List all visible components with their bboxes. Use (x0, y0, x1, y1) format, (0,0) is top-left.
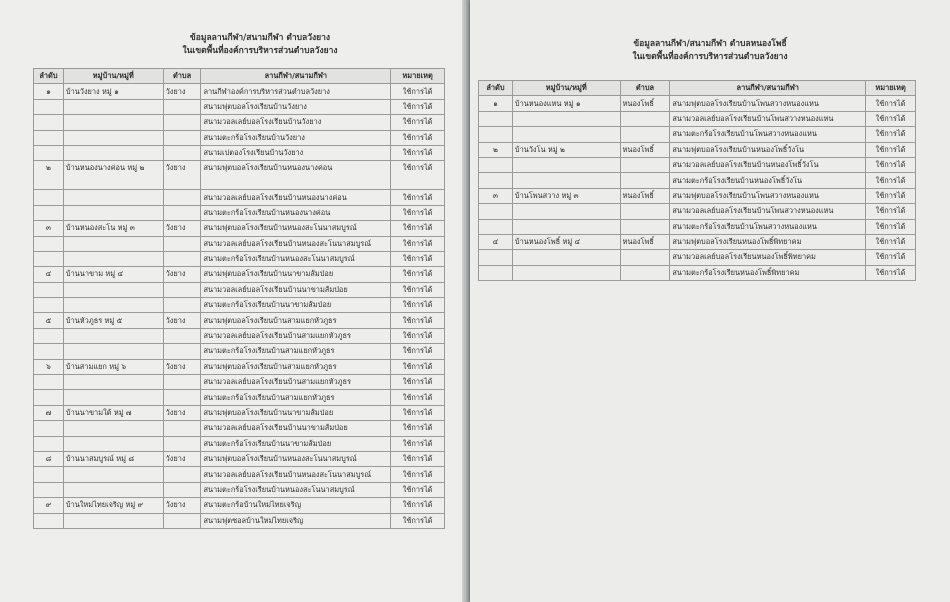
col-remark-cell: ใช้การได้ (391, 130, 445, 145)
table-row (479, 219, 916, 234)
col-village-cell: บ้านหนองแหน หมู่ ๑ (512, 96, 620, 111)
table-row (479, 234, 916, 249)
col-sports-field-cell: สนามตะกร้อโรงเรียนบ้านวังยาง (201, 130, 391, 145)
col-sports-field-cell: สนามตะกร้อโรงเรียนบ้านหนองสะโนนาสมบูรณ์ (201, 482, 391, 497)
col-remark-cell: ใช้การได้ (391, 513, 445, 528)
col-sports-field-cell: สนามตะกร้อโรงเรียนบ้านหนองโพธิ์วังโน (670, 173, 866, 188)
col-sports-field-cell: สนามวอลเลย์บอลโรงเรียนบ้านโพนสวางหนองแหน (670, 204, 866, 219)
col-subdistrict-cell (163, 236, 201, 251)
col-sports-field-cell: สนามวอลเลย์บอลโรงเรียนบ้านหนองสะโนนาสมบูรณ์ (201, 467, 391, 482)
left-sports-table (33, 68, 445, 529)
col-remark-cell: ใช้การได้ (866, 96, 916, 111)
table-row (479, 204, 916, 219)
col-village-cell (63, 282, 163, 297)
col-order-cell (479, 111, 513, 126)
col-subdistrict-cell: วังยาง (163, 221, 201, 236)
col-village-cell (63, 421, 163, 436)
table-row (479, 142, 916, 157)
col-remark-cell: ใช้การได้ (391, 359, 445, 374)
col-village-cell (63, 328, 163, 343)
col-remark-cell: ใช้การได้ (866, 219, 916, 234)
col-order-cell (34, 251, 64, 266)
right-table-header-row (479, 81, 916, 96)
col-village-cell: บ้านหัวภูธร หมู่ ๕ (63, 313, 163, 328)
col-village-cell: บ้านใหม่ไทยเจริญ หมู่ ๙ (63, 498, 163, 513)
table-row (479, 173, 916, 188)
col-subdistrict-cell (620, 173, 670, 188)
col-sports-field-cell: สนามตะกร้อโรงเรียนบ้านหนองสะโนนาสมบูรณ์ (201, 251, 391, 266)
col-sports-field-cell: สนามตะกร้อโรงเรียนบ้านนาขามส้มป่อย (201, 298, 391, 313)
col-order-cell: ๒ (479, 142, 513, 157)
col-subdistrict-cell (163, 145, 201, 160)
col-village-cell: บ้านสามแยก หมู่ ๖ (63, 359, 163, 374)
col-order-cell (34, 205, 64, 220)
col-subdistrict-cell (620, 219, 670, 234)
col-remark-cell: ใช้การได้ (866, 127, 916, 142)
col-order-cell (479, 265, 513, 280)
col-sports-field-cell: สนามวอลเลย์บอลโรงเรียนบ้านสามแยกหัวภูธร (201, 375, 391, 390)
col-subdistrict-cell (620, 111, 670, 126)
col-village-cell (512, 250, 620, 265)
table-row (479, 157, 916, 172)
col-remark-cell: ใช้การได้ (866, 142, 916, 157)
col-sports-field-cell: สนามวอลเลย์บอลโรงเรียนบ้านหนองนางค่อน (201, 190, 391, 205)
col-subdistrict-cell (620, 265, 670, 280)
col-subdistrict-cell: วังยาง (163, 161, 201, 190)
col-order-cell (34, 282, 64, 297)
col-subdistrict-cell (163, 436, 201, 451)
col-village-cell (63, 513, 163, 528)
col-village-cell: บ้านนาสมบูรณ์ หมู่ ๘ (63, 451, 163, 466)
right-table-body (479, 96, 916, 281)
col-subdistrict-cell (163, 251, 201, 266)
col-remark-cell: ใช้การได้ (866, 265, 916, 280)
col-order-cell (34, 513, 64, 528)
col-village-cell (63, 99, 163, 114)
col-sports-field-cell: สนามวอลเลย์บอลโรงเรียนหนองโพธิ์พิทยาคม (670, 250, 866, 265)
col-subdistrict-cell: วังยาง (163, 267, 201, 282)
col-sports-field-cell: สนามฟุตซอลบ้านใหม่ไทยเจริญ (201, 513, 391, 528)
col-subdistrict-cell (163, 467, 201, 482)
col-sports-field-cell: สนามวอลเลย์บอลโรงเรียนบ้านหนองโพธิ์วังโน (670, 157, 866, 172)
table-row (34, 99, 445, 114)
col-subdistrict-cell: วังยาง (163, 313, 201, 328)
table-row (34, 513, 445, 528)
table-row (34, 205, 445, 220)
col-remark-cell: ใช้การได้ (866, 111, 916, 126)
col-subdistrict-cell: วังยาง (163, 84, 201, 99)
table-row (34, 313, 445, 328)
col-subdistrict-cell (163, 328, 201, 343)
left-title-line1: ข้อมูลลานกีฬา/สนามกีฬา ตำบลวังยาง (189, 33, 331, 43)
col-village-cell (63, 130, 163, 145)
col-order-cell (479, 204, 513, 219)
col-subdistrict-cell (163, 513, 201, 528)
col-order-cell (34, 145, 64, 160)
table-row (34, 405, 445, 420)
col-subdistrict-cell (163, 390, 201, 405)
col-order-header: ลำดับ (34, 69, 64, 84)
col-village-cell (63, 344, 163, 359)
col-subdistrict-cell (163, 298, 201, 313)
table-row (34, 451, 445, 466)
table-row (34, 221, 445, 236)
table-row (34, 298, 445, 313)
table-row (34, 375, 445, 390)
col-order-cell (479, 157, 513, 172)
table-row (34, 359, 445, 374)
col-order-cell (34, 328, 64, 343)
table-row (34, 328, 445, 343)
col-remark-cell: ใช้การได้ (391, 236, 445, 251)
col-sports-field-cell: สนามฟุตบอลโรงเรียนบ้านนาขามส้มป่อย (201, 267, 391, 282)
col-sports-field-cell: สนามฟุตบอลโรงเรียนบ้านโพนสวางหนองแหน (670, 96, 866, 111)
col-order-cell (34, 115, 64, 130)
col-order-cell: ๙ (34, 498, 64, 513)
col-order-cell: ๓ (479, 188, 513, 203)
table-row (34, 390, 445, 405)
col-village-cell: บ้านหนองโพธิ์ หมู่ ๔ (512, 234, 620, 249)
col-village-cell: บ้านวังโน หมู่ ๒ (512, 142, 620, 157)
col-remark-cell: ใช้การได้ (391, 190, 445, 205)
table-row (34, 145, 445, 160)
table-row (34, 282, 445, 297)
col-sports-field-cell: สนามฟุตบอลโรงเรียนบ้านนาขามส้มป่อย (201, 405, 391, 420)
col-village-cell (63, 482, 163, 497)
col-village-cell: บ้านนาขาม หมู่ ๔ (63, 267, 163, 282)
col-subdistrict-header: ตำบล (163, 69, 201, 84)
table-row (34, 115, 445, 130)
col-remark-cell: ใช้การได้ (866, 157, 916, 172)
table-row (479, 250, 916, 265)
col-village-cell (63, 375, 163, 390)
col-remark-cell: ใช้การได้ (866, 173, 916, 188)
col-subdistrict-cell: วังยาง (163, 405, 201, 420)
col-sports-field-cell: สนามฟุตบอลโรงเรียนบ้านหนองนางค่อน (201, 161, 391, 190)
col-order-cell (34, 421, 64, 436)
col-subdistrict-header: ตำบล (620, 81, 670, 96)
col-subdistrict-cell (620, 204, 670, 219)
left-title-line2: ในเขตพื้นที่องค์การบริหารส่วนตำบลวังยาง (182, 46, 338, 56)
col-subdistrict-cell (163, 482, 201, 497)
col-remark-cell: ใช้การได้ (391, 313, 445, 328)
col-sports-field-cell: สนามฟุตบอลโรงเรียนบ้านวังยาง (201, 99, 391, 114)
table-row (34, 498, 445, 513)
col-subdistrict-cell (163, 99, 201, 114)
col-sports-field-cell: สนามฟุตบอลโรงเรียนหนองโพธิ์พิทยาคม (670, 234, 866, 249)
col-remark-cell: ใช้การได้ (391, 282, 445, 297)
col-order-cell (34, 130, 64, 145)
col-remark-cell: ใช้การได้ (391, 221, 445, 236)
col-remark-cell: ใช้การได้ (391, 405, 445, 420)
col-sports-field-cell: สนามตะกร้อโรงเรียนบ้านสามแยกหัวภูธร (201, 344, 391, 359)
table-row (34, 236, 445, 251)
col-order-cell: ๑ (34, 84, 64, 99)
col-order-cell (34, 467, 64, 482)
table-row (479, 111, 916, 126)
col-order-cell: ๗ (34, 405, 64, 420)
table-row (34, 267, 445, 282)
col-village-cell (63, 115, 163, 130)
col-sports-field-cell: สนามตะกร้อบ้านใหม่ไทยเจริญ (201, 498, 391, 513)
col-subdistrict-cell: หนองโพธิ์ (620, 142, 670, 157)
table-row (479, 127, 916, 142)
col-sports-field-cell: สนามวอลเลย์บอลโรงเรียนบ้านนาขามส้มป่อย (201, 282, 391, 297)
col-sports-field-header: ลานกีฬา/สนามกีฬา (670, 81, 866, 96)
col-order-cell (479, 250, 513, 265)
col-subdistrict-cell: วังยาง (163, 359, 201, 374)
col-sports-field-cell: สนามฟุตบอลโรงเรียนบ้านสามแยกหัวภูธร (201, 359, 391, 374)
col-sports-field-cell: สนามวอลเลย์บอลโรงเรียนบ้านหนองสะโนนาสมบูรณ์ (201, 236, 391, 251)
right-title-line2: ในเขตพื้นที่องค์การบริหารส่วนตำบลวังยาง (632, 52, 788, 62)
col-village-cell (63, 298, 163, 313)
col-order-cell: ๔ (34, 267, 64, 282)
col-remark-cell: ใช้การได้ (391, 205, 445, 220)
col-village-cell: บ้านนาขามใต้ หมู่ ๗ (63, 405, 163, 420)
col-remark-cell: ใช้การได้ (866, 250, 916, 265)
left-document-page (0, 0, 468, 602)
col-village-cell (63, 436, 163, 451)
col-remark-cell: ใช้การได้ (391, 436, 445, 451)
left-table-body (34, 84, 445, 529)
col-village-header: หมู่บ้าน/หมู่ที่ (63, 69, 163, 84)
table-row (34, 84, 445, 99)
col-remark-cell: ใช้การได้ (391, 84, 445, 99)
left-table-header-row (34, 69, 445, 84)
col-order-cell (34, 99, 64, 114)
col-subdistrict-cell (163, 344, 201, 359)
col-subdistrict-cell (163, 205, 201, 220)
col-order-cell: ๔ (479, 234, 513, 249)
col-sports-field-cell: สนามฟุตบอลโรงเรียนบ้านหนองสะโนนาสมบูรณ์ (201, 451, 391, 466)
col-subdistrict-cell (163, 421, 201, 436)
col-remark-cell: ใช้การได้ (391, 498, 445, 513)
col-order-cell (34, 190, 64, 205)
col-order-cell (34, 436, 64, 451)
table-row (34, 482, 445, 497)
col-order-cell: ๕ (34, 313, 64, 328)
col-subdistrict-cell (163, 130, 201, 145)
col-order-cell: ๘ (34, 451, 64, 466)
col-village-cell (512, 265, 620, 280)
col-order-cell (34, 298, 64, 313)
col-village-cell (63, 190, 163, 205)
table-row (479, 188, 916, 203)
col-remark-cell: ใช้การได้ (391, 344, 445, 359)
col-subdistrict-cell: หนองโพธิ์ (620, 188, 670, 203)
table-row (34, 161, 445, 190)
col-subdistrict-cell: หนองโพธิ์ (620, 96, 670, 111)
col-sports-field-cell: สนามวอลเลย์บอลโรงเรียนบ้านวังยาง (201, 115, 391, 130)
col-remark-cell: ใช้การได้ (391, 467, 445, 482)
col-sports-field-cell: สนามเปตองโรงเรียนบ้านวังยาง (201, 145, 391, 160)
table-row (479, 265, 916, 280)
col-sports-field-cell: สนามวอลเลย์บอลโรงเรียนบ้านสามแยกหัวภูธร (201, 328, 391, 343)
col-subdistrict-cell (163, 115, 201, 130)
col-subdistrict-cell (163, 282, 201, 297)
col-remark-cell: ใช้การได้ (391, 328, 445, 343)
col-order-cell (34, 482, 64, 497)
col-order-cell (34, 375, 64, 390)
col-sports-field-header: ลานกีฬา/สนามกีฬา (201, 69, 391, 84)
col-subdistrict-cell: วังยาง (163, 498, 201, 513)
col-sports-field-cell: สนามฟุตบอลโรงเรียนบ้านสามแยกหัวภูธร (201, 313, 391, 328)
col-village-cell (512, 127, 620, 142)
col-village-cell (512, 157, 620, 172)
col-remark-cell: ใช้การได้ (391, 99, 445, 114)
col-village-cell (512, 219, 620, 234)
left-page-title (40, 32, 480, 58)
table-row (34, 421, 445, 436)
col-village-cell (512, 111, 620, 126)
table-row (34, 436, 445, 451)
col-village-cell (63, 236, 163, 251)
col-remark-cell: ใช้การได้ (391, 267, 445, 282)
col-village-cell: บ้านหนองสะโน หมู่ ๓ (63, 221, 163, 236)
col-sports-field-cell: ลานกีฬาองค์การบริหารส่วนตำบลวังยาง (201, 84, 391, 99)
col-village-cell (512, 173, 620, 188)
col-village-cell: บ้านหนองนางค่อน หมู่ ๒ (63, 161, 163, 190)
col-order-cell: ๖ (34, 359, 64, 374)
col-sports-field-cell: สนามฟุตบอลโรงเรียนบ้านโพนสวางหนองแหน (670, 188, 866, 203)
col-subdistrict-cell (620, 127, 670, 142)
col-sports-field-cell: สนามฟุตบอลโรงเรียนบ้านหนองโพธิ์วังโน (670, 142, 866, 157)
col-remark-cell: ใช้การได้ (391, 451, 445, 466)
col-remark-cell: ใช้การได้ (391, 390, 445, 405)
table-row (34, 251, 445, 266)
col-remark-cell: ใช้การได้ (866, 204, 916, 219)
col-order-cell (479, 219, 513, 234)
col-remark-cell: ใช้การได้ (391, 145, 445, 160)
col-sports-field-cell: สนามตะกร้อโรงเรียนหนองโพธิ์พิทยาคม (670, 265, 866, 280)
col-village-cell (512, 204, 620, 219)
table-row (479, 96, 916, 111)
page-fold-shadow (462, 0, 470, 602)
right-page-title (470, 38, 950, 64)
col-order-cell: ๓ (34, 221, 64, 236)
col-order-cell (34, 236, 64, 251)
col-subdistrict-cell: วังยาง (163, 451, 201, 466)
col-order-cell (479, 173, 513, 188)
table-row (34, 190, 445, 205)
col-sports-field-cell: สนามวอลเลย์บอลโรงเรียนบ้านนาขามส้มป่อย (201, 421, 391, 436)
col-sports-field-cell: สนามตะกร้อโรงเรียนบ้านนาขามส้มป่อย (201, 436, 391, 451)
col-order-header: ลำดับ (479, 81, 513, 96)
col-sports-field-cell: สนามตะกร้อโรงเรียนบ้านหนองนางค่อน (201, 205, 391, 220)
col-order-cell (34, 390, 64, 405)
col-remark-cell: ใช้การได้ (391, 482, 445, 497)
col-subdistrict-cell (163, 190, 201, 205)
right-document-page (470, 0, 950, 602)
col-order-cell: ๑ (479, 96, 513, 111)
right-sports-table (478, 80, 916, 281)
col-remark-cell: ใช้การได้ (391, 251, 445, 266)
col-remark-header: หมายเหตุ (391, 69, 445, 84)
col-sports-field-cell: สนามตะกร้อโรงเรียนบ้านโพนสวางหนองแหน (670, 219, 866, 234)
col-remark-cell: ใช้การได้ (391, 298, 445, 313)
col-village-cell: บ้านวังยาง หมู่ ๑ (63, 84, 163, 99)
col-sports-field-cell: สนามตะกร้อโรงเรียนบ้านสามแยกหัวภูธร (201, 390, 391, 405)
col-remark-cell: ใช้การได้ (866, 188, 916, 203)
col-remark-cell: ใช้การได้ (391, 161, 445, 190)
col-remark-cell: ใช้การได้ (866, 234, 916, 249)
col-village-cell (63, 145, 163, 160)
col-remark-header: หมายเหตุ (866, 81, 916, 96)
col-sports-field-cell: สนามฟุตบอลโรงเรียนบ้านหนองสะโนนาสมบูรณ์ (201, 221, 391, 236)
col-sports-field-cell: สนามวอลเลย์บอลโรงเรียนบ้านโพนสวางหนองแหน (670, 111, 866, 126)
col-subdistrict-cell: หนองโพธิ์ (620, 234, 670, 249)
col-remark-cell: ใช้การได้ (391, 375, 445, 390)
table-row (34, 344, 445, 359)
col-remark-cell: ใช้การได้ (391, 421, 445, 436)
col-village-cell (63, 467, 163, 482)
table-row (34, 467, 445, 482)
col-village-header: หมู่บ้าน/หมู่ที่ (512, 81, 620, 96)
col-remark-cell: ใช้การได้ (391, 115, 445, 130)
col-village-cell (63, 205, 163, 220)
col-order-cell (34, 344, 64, 359)
col-sports-field-cell: สนามตะกร้อโรงเรียนบ้านโพนสวางหนองแหน (670, 127, 866, 142)
col-village-cell: บ้านโพนสวาง หมู่ ๓ (512, 188, 620, 203)
col-subdistrict-cell (620, 250, 670, 265)
right-title-line1: ข้อมูลลานกีฬา/สนามกีฬา ตำบลหนองโพธิ์ (633, 39, 787, 49)
col-village-cell (63, 251, 163, 266)
col-order-cell: ๒ (34, 161, 64, 190)
table-row (34, 130, 445, 145)
col-subdistrict-cell (163, 375, 201, 390)
col-subdistrict-cell (620, 157, 670, 172)
col-village-cell (63, 390, 163, 405)
col-order-cell (479, 127, 513, 142)
